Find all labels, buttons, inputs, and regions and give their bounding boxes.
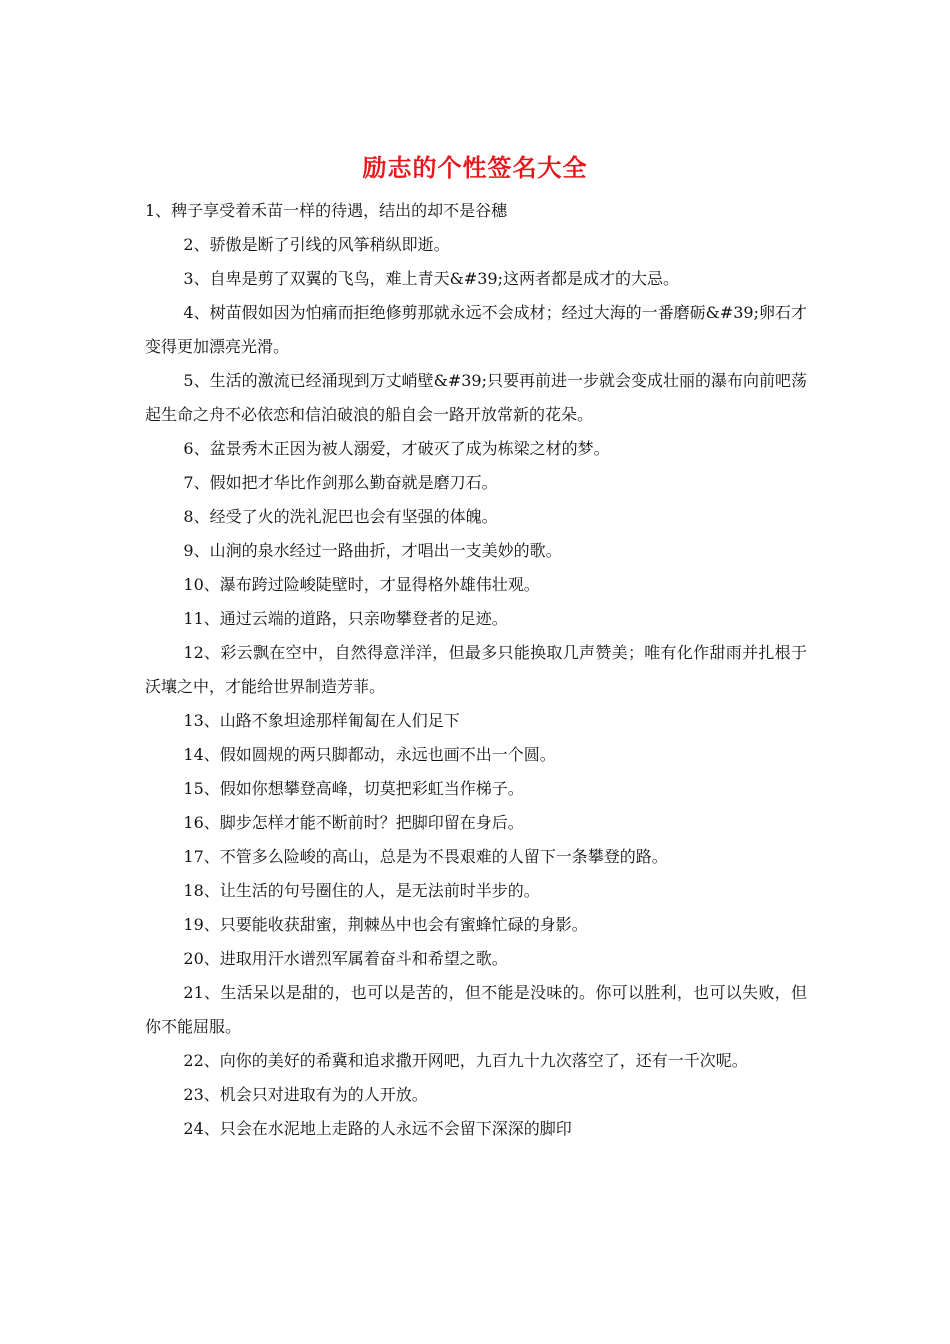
paragraph-17: 17、不管多么险峻的高山，总是为不畏艰难的人留下一条攀登的路。 [183,847,668,866]
paragraph-3: 3、自卑是剪了双翼的飞鸟，难上青天&#39;这两者都是成才的大忌。 [183,269,679,288]
document-title: 励志的个性签名大全 [362,153,588,182]
paragraph-24: 24、只会在水泥地上走路的人永远不会留下深深的脚印 [183,1119,572,1138]
paragraph-22: 22、向你的美好的希冀和追求撒开网吧，九百九十九次落空了，还有一千次呢。 [183,1051,748,1070]
paragraph-4: 4、树苗假如因为怕痛而拒绝修剪那就永远不会成材；经过大海的一番磨砺&#39;卵石才变得更加漂亮光滑。 [145,303,807,356]
paragraph-20: 20、进取用汗水谱烈军属着奋斗和希望之歌。 [183,949,508,968]
document-body [145,194,807,1146]
paragraph-19: 19、只要能收获甜蜜，荆棘丛中也会有蜜蜂忙碌的身影。 [183,915,588,934]
paragraph-16: 16、脚步怎样才能不断前时？把脚印留在身后。 [183,813,524,832]
paragraph-5: 5、生活的激流已经涌现到万丈峭壁&#39;只要再前进一步就会变成壮丽的瀑布向前吧荡起生命之舟不必依恋和信泊破浪的船自会一路开放常新的花朵。 [145,371,807,424]
paragraph-2: 2、骄傲是断了引线的风筝稍纵即逝。 [183,235,450,254]
paragraph-8: 8、经受了火的洗礼泥巴也会有坚强的体魄。 [183,507,498,526]
paragraph-7: 7、假如把才华比作剑那么勤奋就是磨刀石。 [183,473,498,492]
paragraph-11: 11、通过云端的道路，只亲吻攀登者的足迹。 [183,609,508,628]
paragraph-14: 14、假如圆规的两只脚都动，永远也画不出一个圆。 [183,745,556,764]
paragraph-6: 6、盆景秀木正因为被人溺爱，才破灭了成为栋梁之材的梦。 [183,439,610,458]
paragraph-21: 21、生活呆以是甜的，也可以是苦的，但不能是没味的。你可以胜利，也可以失败，但你不能屈服。 [145,983,807,1036]
paragraph-12: 12、彩云飘在空中，自然得意洋洋，但最多只能换取几声赞美；唯有化作甜雨并扎根于沃壤之中，才能给世界制造芳菲。 [145,643,807,696]
paragraph-13: 13、山路不象坦途那样匍匐在人们足下 [183,711,460,730]
paragraph-23: 23、机会只对进取有为的人开放。 [183,1085,428,1104]
paragraph-1: 1、稗子享受着禾苗一样的待遇，结出的却不是谷穗 [145,201,508,220]
paragraph-15: 15、假如你想攀登高峰，切莫把彩虹当作梯子。 [183,779,524,798]
paragraph-9: 9、山涧的泉水经过一路曲折，才唱出一支美妙的歌。 [183,541,562,560]
paragraph-18: 18、让生活的句号圈住的人，是无法前时半步的。 [183,881,540,900]
paragraph-10: 10、瀑布跨过险峻陡壁时，才显得格外雄伟壮观。 [183,575,540,594]
